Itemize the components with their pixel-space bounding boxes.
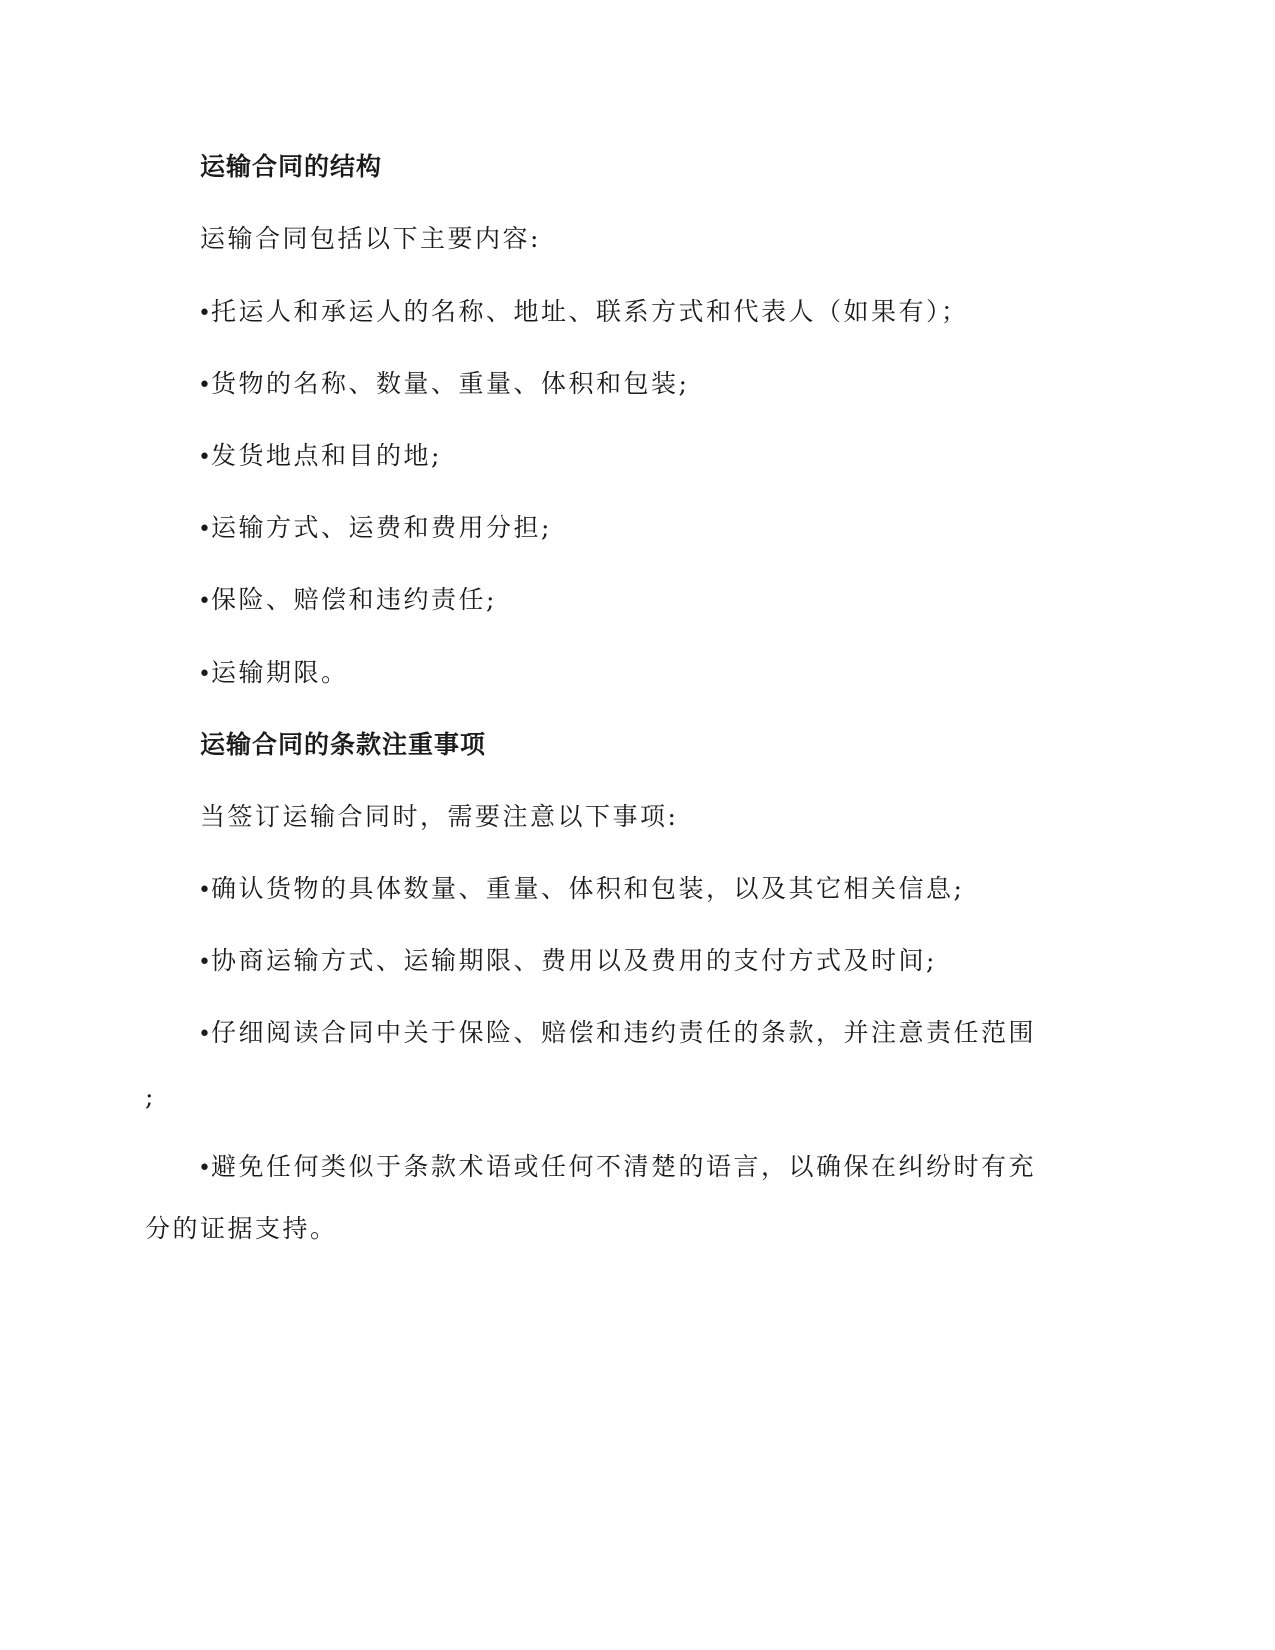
bullet-icon: • [198, 301, 211, 326]
section-heading-structure: 运输合同的结构 [200, 152, 383, 181]
bullet-icon: • [198, 373, 211, 398]
bullet-icon: • [198, 878, 211, 903]
bullet-icon: • [198, 1156, 211, 1181]
list-item-text: 协商运输方式、运输期限、费用以及费用的支付方式及时间; [210, 946, 937, 975]
bullet-icon: • [198, 950, 211, 975]
list-item [198, 295, 969, 331]
list-item [198, 656, 349, 692]
list-item-text: 发货地点和目的地; [210, 441, 442, 470]
bullet-icon: • [198, 517, 211, 542]
list-item [198, 1150, 1036, 1186]
section-intro-notes: 当签订运输合同时，需要注意以下事项: [200, 802, 679, 831]
section-intro-structure: 运输合同包括以下主要内容: [200, 224, 541, 253]
bullet-icon: • [198, 589, 211, 614]
list-item [198, 872, 964, 908]
list-item [198, 583, 497, 619]
list-item-text: 仔细阅读合同中关于保险、赔偿和违约责任的条款，并注意责任范围 [210, 1018, 1036, 1047]
list-item [198, 439, 442, 475]
list-item [198, 944, 937, 980]
list-item-text: 保险、赔偿和违约责任; [210, 585, 497, 614]
list-item-text: 避免任何类似于条款术语或任何不清楚的语言，以确保在纠纷时有充 [210, 1152, 1036, 1181]
bullet-icon: • [198, 445, 211, 470]
section-heading-notes: 运输合同的条款注重事项 [200, 730, 487, 759]
list-item-text: 托运人和承运人的名称、地址、联系方式和代表人（如果有）； [210, 297, 969, 326]
list-item-continuation: 分的证据支持。 [145, 1214, 338, 1243]
list-item [198, 1016, 1036, 1052]
list-item [198, 511, 552, 547]
list-item-text: 货物的名称、数量、重量、体积和包装; [210, 369, 690, 398]
list-item-text: 运输方式、运费和费用分担; [210, 513, 552, 542]
list-item [198, 367, 689, 403]
list-item-text: 运输期限。 [210, 658, 349, 687]
list-item-text: 确认货物的具体数量、重量、体积和包装，以及其它相关信息; [210, 874, 965, 903]
bullet-icon: • [198, 1022, 211, 1047]
list-item-continuation: ; [145, 1082, 156, 1111]
bullet-icon: • [198, 662, 211, 687]
